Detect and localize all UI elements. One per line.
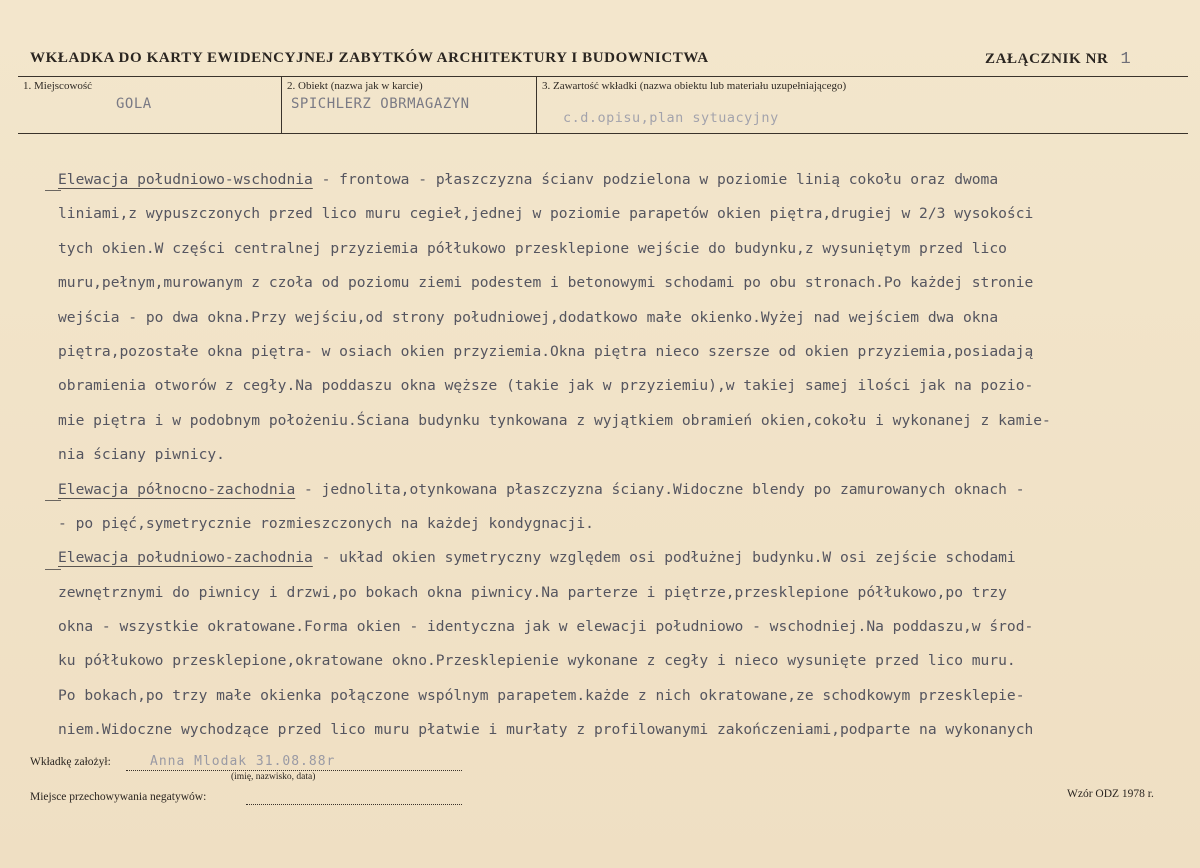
line-text: niem.Widoczne wychodzące przed lico muru płatwie i murłaty z profilowanymi zakończeniami,podparte na wykonanych — [58, 721, 1034, 739]
text-line — [58, 163, 1188, 197]
header-top-rule — [18, 76, 1188, 77]
line-text: Po bokach,po trzy małe okienka połączone wspólnym parapetem.każde z nich okratowane,ze schodkowym przesklepie- — [58, 686, 1025, 704]
text-line — [58, 335, 1188, 369]
line-text: okna - wszystkie okratowane.Forma okien - identyczna jak w elewacji południowo - wschodniej.Na poddaszu,w środ- — [58, 618, 1034, 636]
line-text: - układ okien symetryczny względem osi podłużnej budynku.W osi zejście schodami — [312, 549, 1016, 567]
line-text: - po pięć,symetrycznie rozmieszczonych na każdej kondygnacji. — [58, 514, 594, 532]
author-caption: (imię, nazwisko, data) — [231, 772, 316, 782]
header-divider-1 — [281, 76, 282, 133]
text-line — [58, 473, 1188, 507]
text-line — [58, 301, 1188, 335]
line-text: piętra,pozostałe okna piętra- w osiach okien przyziemia.Okna piętra nieco szersze od okien przyziemia,posiadają — [58, 342, 1034, 360]
author-label: Wkładkę założył: — [30, 756, 111, 768]
attachment-label: ZAŁĄCZNIK NR — [985, 51, 1109, 67]
contents-value: c.d.opisu,plan sytuacyjny — [563, 110, 779, 126]
text-line — [58, 266, 1188, 300]
line-text: tych okien.W części centralnej przyziemia półłukowo przesklepione wejście do budynku,z wysuniętym przed lico — [58, 239, 1007, 257]
line-text: liniami,z wypuszczonych przed lico muru cegieł,jednej w poziomie parapetów okien piętra,drugiej w 2/3 wysokości — [58, 205, 1034, 223]
text-line — [58, 541, 1188, 575]
line-text: ku półłukowo przesklepione,okratowane okno.Przesklepienie wykonane z cegły i nieco wysunięte przed lico muru. — [58, 652, 1016, 670]
text-line — [58, 197, 1188, 231]
section-heading: Elewacja południowo-zachodnia — [58, 549, 313, 567]
text-line — [58, 713, 1188, 747]
section-rule — [45, 190, 61, 191]
attachment-number — [985, 50, 1131, 69]
text-line — [58, 232, 1188, 266]
header-divider-2 — [536, 76, 537, 133]
line-text: muru,pełnym,murowanym z czoła od poziomu ziemi podestem i betonowymi schodami po obu stronach.Po każdej stronie — [58, 274, 1034, 292]
section-rule — [45, 569, 61, 570]
text-line — [58, 404, 1188, 438]
line-text: - jednolita,otynkowana płaszczyzna ściany.Widoczne blendy po zamurowanych oknach - — [295, 480, 1025, 498]
text-line — [58, 507, 1188, 541]
locality-value: GOLA — [116, 96, 152, 112]
form-title: WKŁADKA DO KARTY EWIDENCYJNEJ ZABYTKÓW ARCHITEKTURY I BUDOWNICTWA — [30, 50, 709, 66]
text-line — [58, 679, 1188, 713]
object-value: SPICHLERZ OBRMAGAZYN — [291, 96, 470, 112]
storage-label: Miejsce przechowywania negatywów: — [30, 791, 207, 803]
line-text: wejścia - po dwa okna.Przy wejściu,od strony południowej,dodatkowo małe okienko.Wyżej nad wejściem dwa okna — [58, 308, 999, 326]
author-value: Anna Mlodak 31.08.88r — [150, 754, 336, 769]
storage-line — [246, 804, 462, 805]
line-text: obramienia otworów z cegły.Na poddaszu okna węższe (takie jak w przyziemiu),w takiej samej ilości jak na pozio- — [58, 377, 1034, 395]
attachment-number-value: 1 — [1120, 50, 1132, 69]
section-heading: Elewacja południowo-wschodnia — [58, 171, 313, 188]
section-heading: Elewacja północno-zachodnia — [58, 480, 296, 498]
text-line — [58, 438, 1188, 472]
header-bottom-rule — [18, 133, 1188, 134]
description-text — [58, 163, 1188, 748]
text-line — [58, 369, 1188, 403]
locality-label: 1. Miejscowość — [23, 80, 93, 92]
line-text: nia ściany piwnicy. — [58, 446, 225, 464]
template-label: Wzór ODZ 1978 r. — [1067, 788, 1154, 800]
text-line — [58, 576, 1188, 610]
text-line — [58, 644, 1188, 678]
object-label: 2. Obiekt (nazwa jak w karcie) — [287, 80, 423, 92]
author-line — [126, 770, 462, 771]
contents-label: 3. Zawartość wkładki (nazwa obiektu lub materiału uzupełniającego) — [542, 80, 847, 92]
line-text: zewnętrznymi do piwnicy i drzwi,po bokach okna piwnicy.Na parterze i piętrze,przesklepione półłukowo,po trzy — [58, 583, 1007, 601]
line-text: mie piętra i w podobnym położeniu.Ściana budynku tynkowana z wyjątkiem obramień okien,cokołu i wykonanej z kamie- — [58, 411, 1051, 429]
line-text: - frontowa - płaszczyzna ścianv podzielona w poziomie linią cokołu oraz dwoma — [312, 171, 999, 188]
section-rule — [45, 500, 61, 501]
text-line — [58, 610, 1188, 644]
